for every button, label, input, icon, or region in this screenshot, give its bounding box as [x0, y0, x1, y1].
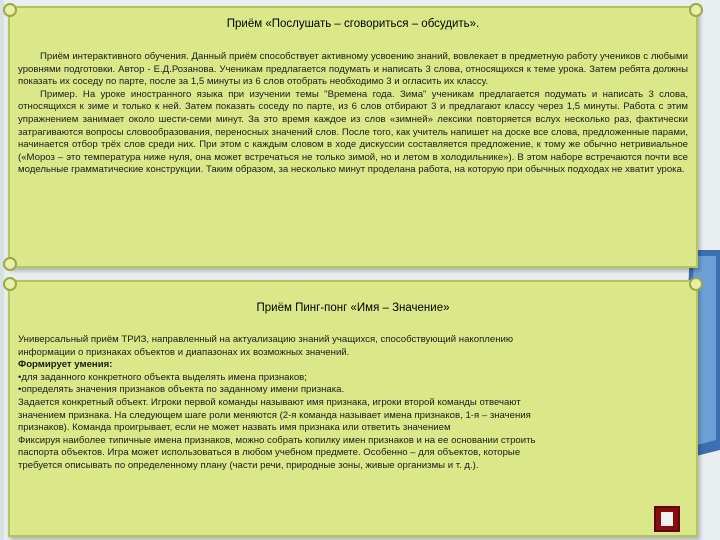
card-title: Приём Пинг-понг «Имя – Значение» [256, 302, 450, 314]
text-line: значением признака. На следующем шаге роли меняются (2-я команда называет имена признаков, 1-я – значения [18, 409, 531, 421]
paragraph: Пример. На уроке иностранного языка при изучении темы "Времена года. Зима" ученикам предлагается подумать и написать 3 слова, относящихся к зиме и только к ней. Затем показать соседу по парте, из 6 слов отбирают 3 и предлагают классу через 1,5 минуты. Работа с этим упражнением занимает около шести-семи минут. За это время каждое из слов «зимней» лексики повторяется вслух несколько раз, фактически затрагиваются вопросы словообразования, переносных значений слов. После того, как учитель напишет на доске все слова, предложенные парами, начинается отбор трёх слов среди них. При этом с каждым словом в ходе дискуссии составляется предложение, к тому же обычно нетривиальное («Мороз – это температура ниже нуля, она может встречаться не только зимой, но и летом в холодильнике»). В этом наборе встречаются почти все модельные грамматические конструкции. Таким образом, за несколько минут проделана работа, на которую при обычных подходах не хватит урока. [18, 88, 688, 176]
text-line-heading: Формирует умения: [18, 359, 113, 371]
scroll-curl-icon [3, 257, 17, 271]
text-line: информации о признаках объектов и диапазонах их возможных значений. [18, 346, 350, 358]
scroll-curl-icon [689, 277, 703, 291]
text-line: Фиксируя наиболее типичные имена признаков, можно собрать копилку имен признаков и на ее основании строить [18, 434, 536, 446]
scroll-curl-icon [689, 3, 703, 17]
return-button[interactable] [654, 506, 680, 532]
text-line: паспорта объектов. Игра может использоваться в любом учебном предмете. Особенно – для объектов, которые [18, 447, 521, 459]
card-ping-pong [8, 280, 698, 537]
scroll-curl-icon [3, 3, 17, 17]
text-line: требуется описывать по определенному плану (части речи, природные зоны, живые организмы и т. д.). [18, 459, 479, 471]
paragraph: Приём интерактивного обучения. Данный приём способствует активному усвоению знаний, вовлекает в предметную работу учеников с любыми уровнями подготовки. Автор - Е.Д.Розанова. Ученикам предлагается подумать и написать 3 слова, относящихся к теме урока. Затем ребята должны показать их соседу по парте, после за 1,5 минуты из 6 слов отобрать необходимо 3 и огласить их классу. [18, 51, 688, 88]
text-line: •определять значения признаков объекта по заданному имени признака. [18, 384, 345, 396]
text-line: признаков). Команда проигрывает, если не может назвать имя признака или ответить значением [18, 422, 451, 434]
scroll-curl-icon [3, 277, 17, 291]
card-body [18, 334, 536, 473]
text-line: Универсальный приём ТРИЗ, направленный на актуализацию знаний учащихся, способствующий накоплению [18, 334, 514, 345]
text-line: Задается конкретный объект. Игроки первой команды называют имя признака, игроки второй команды отвечают [18, 396, 521, 408]
card-body [18, 51, 688, 177]
card-listen-agree-discuss [8, 6, 698, 268]
card-title: Приём «Послушать – сговориться – обсудить». [226, 18, 480, 30]
text-line: •для заданного конкретного объекта выделять имена признаков; [18, 371, 307, 383]
background-edge [0, 0, 4, 540]
